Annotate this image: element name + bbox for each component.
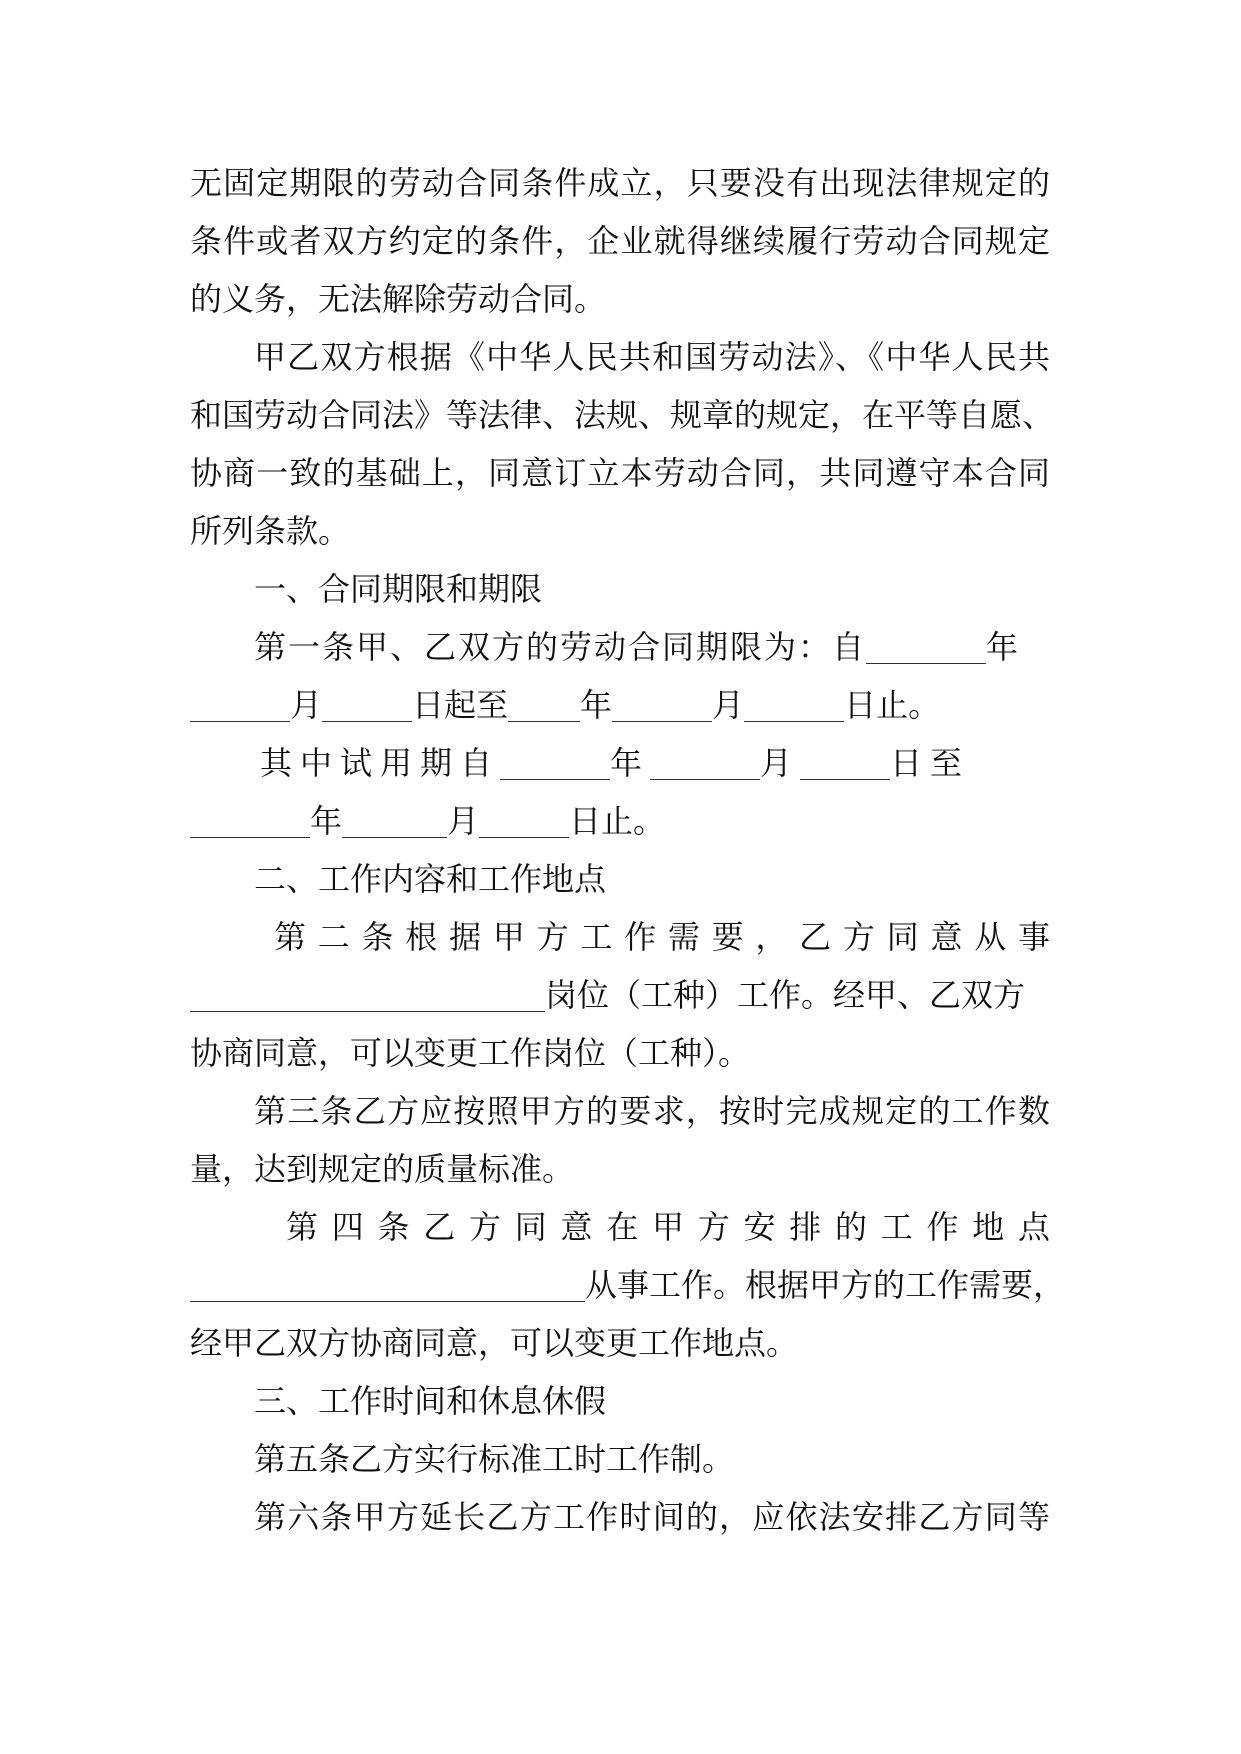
fill-in-blank[interactable] <box>744 691 844 722</box>
text-line <box>190 1488 1050 1546</box>
article-text: 岗位（工种）工作。经甲、乙双方 <box>545 976 1026 1014</box>
paragraph-text: 条件或者双方约定的条件，企业就得继续履行劳动合同规定 <box>190 222 1050 260</box>
paragraph-text: 甲乙双方根据《中华人民共和国劳动法》、《中华人民共 <box>254 338 1050 376</box>
article-text: 第一条甲、乙双方的劳动合同期限为：自 <box>254 628 867 666</box>
text-line <box>190 734 1050 792</box>
article-text: 月 <box>447 802 480 840</box>
article-text: 日起至 <box>412 686 509 724</box>
article-text: 年 <box>986 628 1021 666</box>
fill-in-blank[interactable] <box>479 807 569 838</box>
text-line <box>190 1314 1050 1372</box>
fill-in-blank[interactable] <box>342 807 447 838</box>
paragraph-text: 所列条款。 <box>190 512 351 550</box>
paragraph-text: 的义务，无法解除劳动合同。 <box>190 280 607 318</box>
article-text: 经甲乙双方协商同意，可以变更工作地点。 <box>190 1324 799 1362</box>
heading-text: 三、工作时间和休息休假 <box>254 1382 607 1420</box>
text-line <box>190 1140 1050 1198</box>
heading-text: 二、工作内容和工作地点 <box>254 860 607 898</box>
fill-in-blank[interactable] <box>322 691 412 722</box>
article-text: 年 <box>310 802 343 840</box>
article-text: 日止。 <box>569 802 666 840</box>
section-heading <box>190 850 1050 908</box>
text-line <box>190 1256 1066 1314</box>
text-line <box>190 444 1050 502</box>
fill-in-blank[interactable] <box>190 1271 585 1302</box>
text-line <box>190 154 1050 212</box>
article-text: 协商同意，可以变更工作岗位（工种）。 <box>190 1034 751 1072</box>
fill-in-blank[interactable] <box>190 807 310 838</box>
paragraph-text: 协商一致的基础上，同意订立本劳动合同，共同遵守本合同 <box>190 454 1050 492</box>
article-text: 量，达到规定的质量标准。 <box>190 1150 575 1188</box>
article-text: 月 <box>760 744 801 782</box>
paragraph-text: 无固定期限的劳动合同条件成立，只要没有出现法律规定的 <box>190 164 1050 202</box>
article-text: 第五条乙方实行标准工时工作制。 <box>254 1440 735 1478</box>
fill-in-blank[interactable] <box>508 691 580 722</box>
text-line <box>190 1024 1050 1082</box>
article-text: 第四条乙方同意在甲方安排的工作地点 <box>286 1208 1050 1246</box>
fill-in-blank[interactable] <box>190 981 545 1012</box>
document-body <box>190 154 1066 1546</box>
text-line <box>190 676 1050 734</box>
text-line <box>190 1082 1050 1140</box>
text-line <box>190 502 1050 560</box>
article-text: 从事工作。根据甲方的工作需要， <box>585 1266 1066 1304</box>
text-line <box>190 1430 1050 1488</box>
article-text: 第二条根据甲方工作需要，乙方同意从事 <box>274 918 1050 956</box>
section-heading <box>190 1372 1050 1430</box>
fill-in-blank[interactable] <box>500 749 610 780</box>
article-text: 月 <box>290 686 323 724</box>
text-line <box>190 618 1050 676</box>
article-text: 第六条甲方延长乙方工作时间的，应依法安排乙方同等 <box>254 1498 1050 1536</box>
heading-text: 一、合同期限和期限 <box>254 570 543 608</box>
article-text: 第三条乙方应按照甲方的要求，按时完成规定的工作数 <box>254 1092 1050 1130</box>
article-text: 年 <box>580 686 613 724</box>
text-line <box>190 328 1050 386</box>
fill-in-blank[interactable] <box>190 691 290 722</box>
paragraph-text: 和国劳动合同法》等法律、法规、规章的规定，在平等自愿、 <box>190 396 1055 434</box>
article-text: 其中试用期自 <box>260 744 501 782</box>
text-line <box>190 792 1050 850</box>
text-line <box>190 966 1050 1024</box>
text-line <box>190 1198 1050 1256</box>
fill-in-blank[interactable] <box>866 633 986 664</box>
fill-in-blank[interactable] <box>800 749 890 780</box>
text-line <box>190 386 1055 444</box>
section-heading <box>190 560 1050 618</box>
fill-in-blank[interactable] <box>650 749 760 780</box>
article-text: 日至 <box>890 744 971 782</box>
article-text: 日止。 <box>844 686 941 724</box>
fill-in-blank[interactable] <box>612 691 712 722</box>
text-line <box>190 908 1050 966</box>
text-line <box>190 270 1050 328</box>
text-line <box>190 212 1050 270</box>
article-text: 月 <box>712 686 745 724</box>
article-text: 年 <box>610 744 651 782</box>
